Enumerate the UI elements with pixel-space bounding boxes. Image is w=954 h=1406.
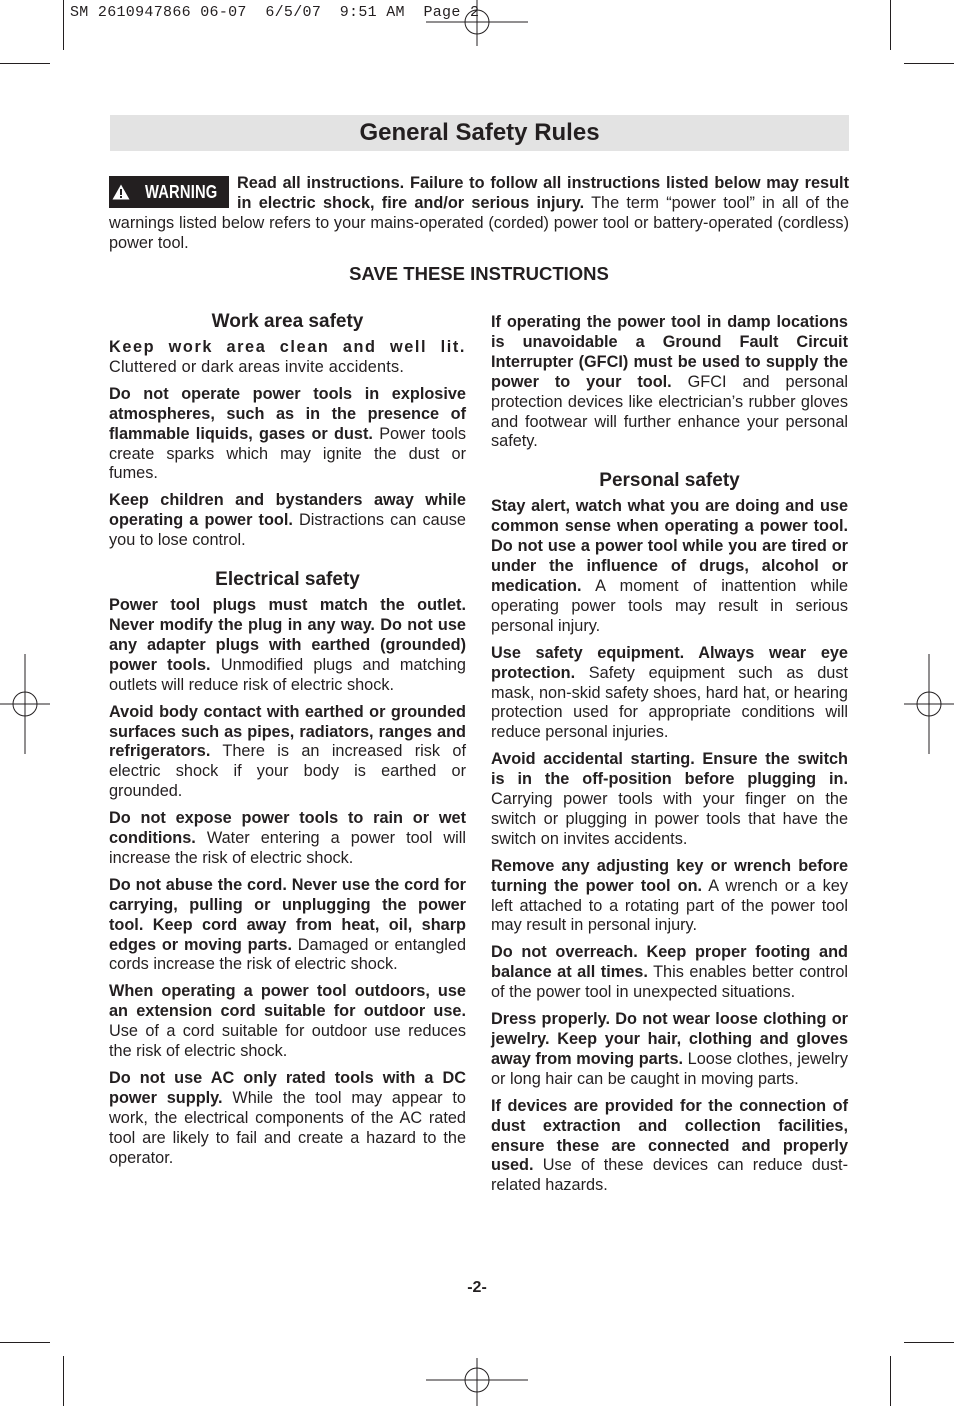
rule-text: Distractions can cause you to lose control. (109, 511, 466, 550)
rule-text: A wrench or a key left attached to a rotating part of the power tool may result in personal injury. (491, 876, 848, 935)
rule-bold: When operating a power tool outdoors, use an extension cord suitable for outdoor use. (109, 982, 466, 1021)
personal-rule-4 (491, 857, 848, 937)
work-area-rule-3 (109, 491, 466, 551)
crop-mark-top-left-horizontal (0, 63, 50, 64)
rule-text: Unmodified plugs and matching outlets will reduce risk of electric shock. (109, 655, 466, 694)
personal-rule-1 (491, 497, 848, 636)
printer-slug: SM 2610947866 06-07 6/5/07 9:51 AM Page 2 (70, 4, 480, 21)
rule-bold: Stay alert, watch what you are doing and use common sense when operating a power tool. Do not use a power tool while you are tired or under the influence of drugs, alcohol or medication. (491, 497, 848, 595)
personal-safety-heading: Personal safety (599, 470, 740, 492)
warning-triangle-icon (112, 184, 130, 200)
crop-mark-top-left-vertical (63, 0, 64, 50)
rule-text: There is an increased risk of electric shock if your body is earthed or grounded. (109, 742, 466, 801)
rule-bold: Do not abuse the cord. Never use the cord for carrying, pulling or unplugging the power tool. Keep cord away from heat, oil, sharp edges or moving parts. (109, 875, 466, 954)
rule-bold: Dress properly. Do not wear loose clothing or jewelry. Keep your hair, clothing and gloves away from moving parts. (491, 1010, 848, 1068)
rule-bold: Keep work area clean and well lit. (109, 338, 466, 356)
work-area-rule-2 (109, 385, 466, 485)
crop-mark-top-right-horizontal (904, 63, 954, 64)
work-area-rule-1 (109, 338, 466, 378)
electrical-heading: Electrical safety (215, 569, 360, 591)
rule-bold: Do not overreach. Keep proper footing and balance at all times. (491, 943, 848, 982)
rule-text: Damaged or entangled cords increase the risk of electric shock. (109, 935, 466, 974)
crop-mark-bottom-left-horizontal (0, 1342, 50, 1343)
warning-bold-text: Read all instructions. Failure to follow all instructions listed below may result in electric shock, fire and/or serious injury. (237, 174, 849, 212)
warning-badge (109, 176, 229, 208)
crop-mark-bottom-right-vertical (890, 1356, 891, 1406)
registration-mark-top-icon (426, 0, 528, 50)
rule-bold: Remove any adjusting key or wrench before turning the power tool on. (491, 856, 848, 895)
personal-rule-7 (491, 1097, 848, 1197)
work-area-heading: Work area safety (211, 311, 364, 332)
crop-mark-bottom-left-vertical (63, 1356, 64, 1406)
rule-text: A moment of inattention while operating power tools may result in serious personal injury. (491, 576, 848, 635)
rule-bold: Do not operate power tools in explosive atmospheres, such as in the presence of flammable liquids, gases or dust. (109, 384, 466, 443)
rule-text: Use of a cord suitable for outdoor use reduces the risk of electric shock. (109, 1022, 466, 1061)
warning-text: The term “power tool” in all of the warnings listed below refers to your mains-operated (corded) power tool or battery-operated (cordless) power tool. (109, 194, 850, 252)
rule-bold: If operating the power tool in damp locations is unavoidable a Ground Fault Circuit Interrupter (GFCI) must be used to supply the power to your tool. (491, 313, 848, 391)
electrical-rule-5 (109, 982, 466, 1062)
registration-mark-bottom-icon (426, 1356, 528, 1406)
crop-mark-bottom-right-horizontal (904, 1342, 954, 1343)
electrical-rule-1 (109, 596, 466, 696)
rule-text: Power tools create sparks which may ignite the dust or fumes. (109, 424, 466, 483)
rule-text: GFCI and personal protection devices like electrician’s rubber gloves and footwear will further enhance your personal safety. (491, 372, 848, 451)
electrical-rule-4 (109, 876, 466, 976)
warning-label: WARNING (145, 182, 218, 202)
rule-text: Carrying power tools with your finger on the switch or plugging in power tools that have the switch on invites accidents. (491, 790, 848, 848)
page-number: -2- (467, 1279, 487, 1296)
rule-bold: Do not use AC only rated tools with a DC power supply. (109, 1069, 466, 1107)
rule-bold: If devices are provided for the connection of dust extraction and collection facilities, ensure these are connected and properly used. (491, 1096, 848, 1175)
title-band (110, 115, 849, 151)
rule-bold: Power tool plugs must match the outlet. Never modify the plug in any way. Do not use any adapter plugs with earthed (grounded) power tools. (109, 596, 466, 674)
warning-block (109, 173, 849, 253)
personal-rule-5 (491, 943, 848, 1003)
personal-rule-3 (491, 750, 848, 850)
rule-text: Loose clothes, jewelry or long hair can be caught in moving parts. (491, 1049, 848, 1088)
gfci-rule (491, 313, 848, 452)
electrical-rule-2 (109, 703, 466, 803)
rule-bold: Do not expose power tools to rain or wet conditions. (109, 809, 466, 848)
rule-text: Use of these devices can reduce dust-related hazards. (491, 1156, 848, 1195)
rule-text: Cluttered or dark areas invite accidents. (109, 357, 405, 376)
rule-bold: Use safety equipment. Always wear eye protection. (491, 643, 848, 682)
rule-text: While the tool may appear to work, the electrical components of the AC rated tool are likely to fail and create a hazard to the operator. (109, 1088, 466, 1167)
page-title: General Safety Rules (359, 119, 600, 146)
crop-mark-top-right-vertical (890, 0, 891, 50)
registration-mark-left-icon (0, 654, 50, 754)
electrical-rule-3 (109, 809, 466, 869)
right-column (491, 310, 848, 1203)
save-instructions-heading: SAVE THESE INSTRUCTIONS (349, 263, 609, 284)
rule-text: Water entering a power tool will increase the risk of electric shock. (109, 829, 466, 867)
rule-bold: Keep children and bystanders away while operating a power tool. (109, 491, 466, 530)
personal-rule-2 (491, 644, 848, 744)
rule-bold: Avoid accidental starting. Ensure the switch is in the off-position before plugging in. (491, 750, 848, 789)
electrical-rule-6 (109, 1069, 466, 1169)
registration-mark-right-icon (904, 654, 954, 754)
rule-bold: Avoid body contact with earthed or grounded surfaces such as pipes, radiators, ranges and refrigerators. (109, 702, 466, 761)
rule-text: This enables better control of the power tool in unexpected situations. (491, 963, 849, 1002)
left-column (109, 310, 466, 1176)
rule-text: Safety equipment such as dust mask, non-skid safety shoes, hard hat, or hearing protection used for appropriate conditions will reduce personal injuries. (491, 663, 848, 742)
personal-rule-6 (491, 1010, 848, 1090)
